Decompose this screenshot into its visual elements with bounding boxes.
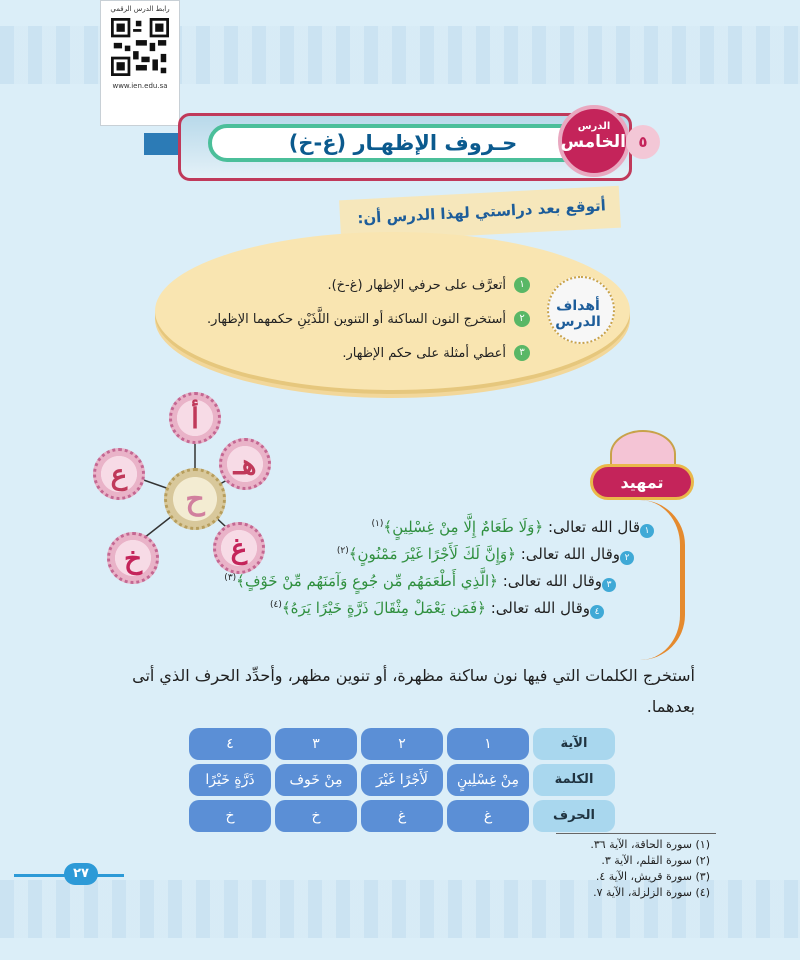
objective-item <box>170 302 530 336</box>
table-cell: ١ <box>447 728 529 760</box>
lesson-number: ٥ <box>626 125 660 159</box>
objective-text: أتعرَّف على حرفي الإظهار (غ-خ). <box>327 277 506 293</box>
objectives-badge-label: أهداف الدرس <box>555 298 601 330</box>
task-instruction: أستخرج الكلمات التي فيها نون ساكنة مظهرة، أو تنوين مظهر، وأحدِّد الحرف الذي أتى بعدهما. <box>132 666 695 716</box>
page-number: ٢٧ <box>64 863 98 885</box>
footnote: (٤) سورة الزلزلة، الآية ٧. <box>593 886 710 899</box>
table-cell: ٢ <box>361 728 443 760</box>
banner-left-tip <box>144 133 178 155</box>
verse-line <box>140 545 630 572</box>
banner-pill <box>208 124 598 162</box>
verse-ayah: ﴿وَلَا طَعَامٌ إِلَّا مِنْ غِسْلِينٍ﴾ <box>383 518 544 536</box>
table-row <box>175 728 615 760</box>
lesson-label: الدرس <box>577 121 611 132</box>
table-cell: غ <box>447 800 529 832</box>
table-cell: ٤ <box>189 728 271 760</box>
verse-line <box>140 518 650 545</box>
objective-text: أستخرج النون الساكنة أو التنوين اللَّذَيْنِ حكمهما الإظهار. <box>207 311 506 327</box>
verse-marker: ٢ <box>620 551 634 565</box>
verse-ref: (١) <box>371 519 384 529</box>
table-header-letter: الحرف <box>533 800 615 832</box>
lesson-word: الخامس <box>560 132 626 152</box>
footnotes <box>530 837 710 901</box>
objective-number: ٢ <box>514 311 530 327</box>
verse-marker: ٣ <box>602 578 616 592</box>
qr-code-icon <box>111 18 169 76</box>
objectives-list <box>170 268 530 370</box>
verse-ref: (٣) <box>224 573 237 583</box>
letter-alif: أ <box>169 392 221 444</box>
table-row <box>175 800 615 832</box>
verse-prefix: وقال الله تعالى: <box>497 572 602 590</box>
footnote: (٢) سورة القلم، الآية ٣. <box>601 854 710 867</box>
verse-ref: (٤) <box>270 600 282 610</box>
letter-ghain: غ <box>213 522 265 574</box>
letter-ain: ع <box>93 448 145 500</box>
table-header-word: الكلمة <box>533 764 615 796</box>
letter-khaa: خ <box>107 532 159 584</box>
verse-marker: ٤ <box>590 605 604 619</box>
lesson-title-banner <box>130 103 650 189</box>
verse-prefix: قال الله تعالى: <box>543 518 640 536</box>
verse-ayah: ﴿وَإِنَّ لَكَ لَأَجْرًا غَيْرَ مَمْنُونٍ﴾ <box>348 545 516 563</box>
verses-list <box>140 518 650 626</box>
footnote: (١) سورة الحاقة، الآية ٣٦. <box>590 838 710 851</box>
verse-ref: (٢) <box>336 546 349 556</box>
objective-item <box>170 336 530 370</box>
intro-label: تمهيد <box>590 464 694 500</box>
objectives-badge <box>535 276 621 346</box>
table-cell: مِنْ خَوف <box>275 764 357 796</box>
objective-text: أعطي أمثلة على حكم الإظهار. <box>342 345 506 361</box>
letter-haa: هـ <box>219 438 271 490</box>
objective-number: ٣ <box>514 345 530 361</box>
objectives-heading: أتوقع بعد دراستي لهذا الدرس أن: <box>356 196 607 228</box>
table-row <box>175 764 615 796</box>
table-cell: غ <box>361 800 443 832</box>
verse-prefix: وقال الله تعالى: <box>515 545 620 563</box>
verse-prefix: وقال الله تعالى: <box>485 599 590 617</box>
table-cell: خ <box>189 800 271 832</box>
table-header-ayah: الآية <box>533 728 615 760</box>
table-cell: ٣ <box>275 728 357 760</box>
table-cell: مِنْ غِسْلِينٍ <box>447 764 529 796</box>
qr-title: رابط الدرس الرقمي <box>110 5 170 13</box>
table-cell: لَأَجْرًا غَيْرَ <box>361 764 443 796</box>
lesson-title: حـروف الإظهـار (غ-خ) <box>288 131 518 155</box>
verse-line <box>140 572 612 599</box>
objective-item <box>170 268 530 302</box>
letter-haa-center: ح <box>164 468 226 530</box>
footnote-divider <box>556 833 716 834</box>
table-cell: ذَرَّةٍ خَيْرًا <box>189 764 271 796</box>
answers-table <box>175 728 615 836</box>
lesson-badge <box>558 105 630 177</box>
objective-number: ١ <box>514 277 530 293</box>
verse-ayah: ﴿الَّذِي أَطْعَمَهُم مِّن جُوعٍ وَآمَنَهُم مِّنْ خَوْفٍ﴾ <box>236 572 498 590</box>
qr-url: www.ien.edu.sa <box>112 82 168 90</box>
table-cell: خ <box>275 800 357 832</box>
verse-ayah: ﴿فَمَن يَعْمَلْ مِثْقَالَ ذَرَّةٍ خَيْرًا يَرَهُ﴾ <box>281 599 486 617</box>
verse-line <box>140 599 600 626</box>
verse-marker: ١ <box>640 524 654 538</box>
footnote: (٣) سورة قريش، الآية ٤. <box>595 870 710 883</box>
